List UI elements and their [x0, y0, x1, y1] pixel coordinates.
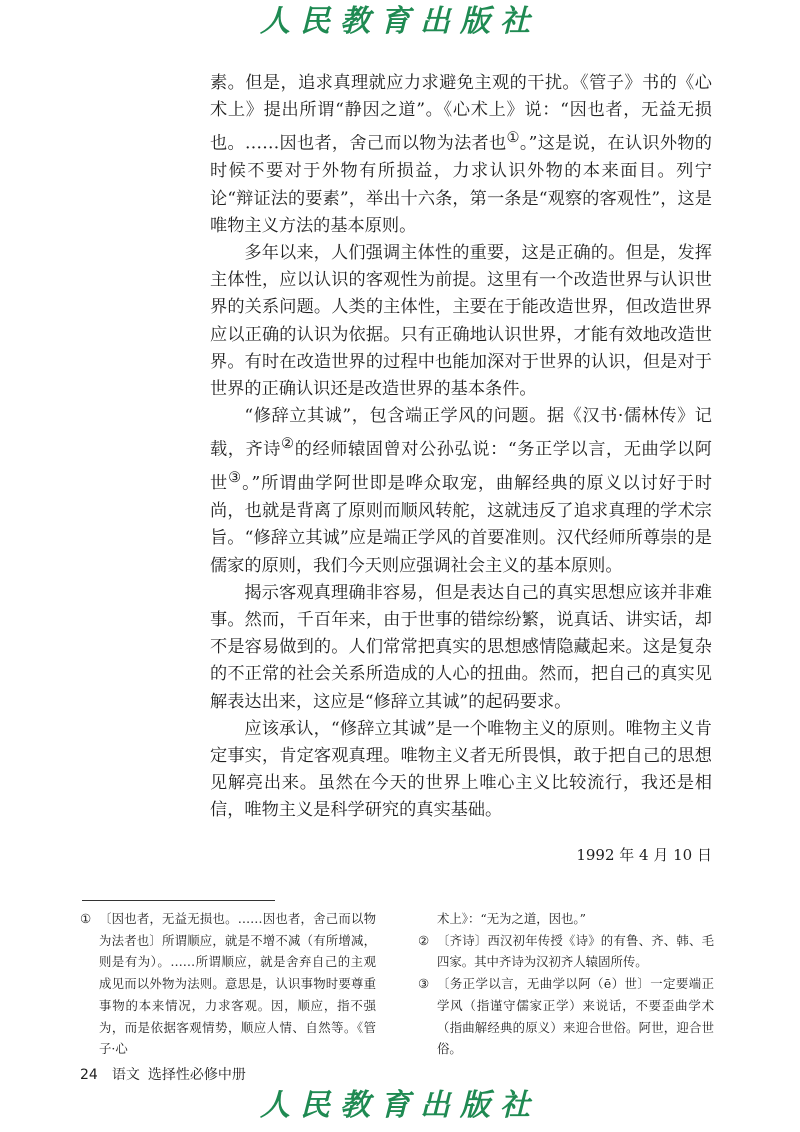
footnotes-column-left: [80, 908, 376, 1060]
main-text: [210, 70, 712, 825]
footnote-marker: ①: [80, 911, 92, 926]
footnote-divider: [82, 900, 275, 901]
footnote-2: [418, 930, 714, 973]
publisher-logo-bottom: 人民教育出版社: [260, 1088, 540, 1123]
footnote-ref-2[interactable]: ②: [281, 435, 295, 453]
paragraph-2: 多年以来，人们强调主体性的重要，这是正确的。但是，发挥主体性，应以认识的客观性为前提。这里有一个改造世界与认识世界的关系问题。人类的主体性，主要在于能改造世界，但改造世界应以正确的认识为依据。只有正确地认识世界，才能有效地改造世界。有时在改造世界的过程中也能加深对于世界的认识，但是对于世界的正确认识还是改造世界的基本条件。: [210, 242, 712, 399]
page-number: 24: [80, 1067, 98, 1083]
footnote-text: 〔齐诗〕西汉初年传授《诗》的有鲁、齐、韩、毛四家。其中齐诗为汉初齐人辕固所传。: [437, 932, 714, 970]
paragraph-3: “修辞立其诚”，包含端正学风的问题。据《汉书·儒林传》记载，齐诗②的经师辕固曾对公孙弘说：“务正学以言，无曲学以阿世③。”所谓曲学阿世即是哗众取宠，曲解经典的原义以讨好于时尚，也就是背离了原则而顺风转舵，这就违反了追求真理的学术宗旨。“修辞立其诚”应是端正学风的首要准则。汉代经师所尊崇的是儒家的原则，我们今天则应强调社会主义的基本原则。: [210, 406, 712, 576]
footnotes-column-right: [418, 908, 714, 1060]
footnote-3: [418, 973, 714, 1060]
footnote-marker: ③: [418, 976, 430, 992]
footnote-ref-3[interactable]: ③: [228, 469, 243, 487]
footnote-ref-1[interactable]: ①: [506, 129, 520, 147]
book-title: 选择性必修中册: [147, 1067, 246, 1083]
footnote-text: 〔务正学以言，无曲学以阿（ē）世〕一定要端正学风（指谨守儒家正学）来说话，不要歪曲学术（指曲解经典的原义）来迎合世俗。阿世，迎合世俗。: [437, 976, 714, 1057]
paragraph-1: 素。但是，追求真理就应力求避免主观的干扰。《管子》书的《心术上》提出所谓“静因之道”。《心术上》说：“因也者，无益无损也。……因也者，舍己而以物为法者也①。”这是说，在认识外物的时候不要对于外物有所损益，力求认识外物的本来面目。列宁论“辩证法的要素”，举出十六条，第一条是“观察的客观性”，这是唯物主义方法的基本原则。: [210, 73, 712, 236]
footnote-1: [80, 908, 376, 1060]
footnote-1-continued: 术上》：“无为之道，因也。”: [437, 911, 586, 926]
paragraph-4: 揭示客观真理确非容易，但是表达自己的真实思想应该并非难事。然而，千百年来，由于世事的错综纷繁，说真话、讲实话，却不是容易做到的。人们常常把真实的思想感情隐藏起来。这是复杂的不正常的社会关系所造成的人心的扭曲。然而，把自己的真实见解表达出来，这应是“修辞立其诚”的起码要求。: [210, 582, 712, 712]
publisher-logo-top: 人民教育出版社: [260, 4, 540, 39]
page-footer: [80, 1066, 246, 1084]
footnote-marker: ②: [418, 932, 430, 948]
paragraph-5: 应该承认，“修辞立其诚”是一个唯物主义的原则。唯物主义肯定事实，肯定客观真理。唯物主义者无所畏惧，敢于把自己的思想见解亮出来。虽然在今天的世界上唯心主义比较流行，我还是相信，唯物主义是科学研究的真实基础。: [210, 718, 712, 821]
subject-label: 语文: [111, 1067, 140, 1083]
footnote-text: 〔因也者，无益无损也。……因也者，舍己而以物为法者也〕所谓顺应，就是不增不减（有所增减，则是有为）。……所谓顺应，就是舍弃自己的主观成见而以外物为法则。意思是，认识事物时要尊重事物的本来情况，力求客观。因，顺应，指不强为，而是依据客观情势，顺应人情、自然等。《管子·心: [99, 911, 376, 1057]
article-date: 1992 年 4 月 10 日: [576, 846, 712, 864]
